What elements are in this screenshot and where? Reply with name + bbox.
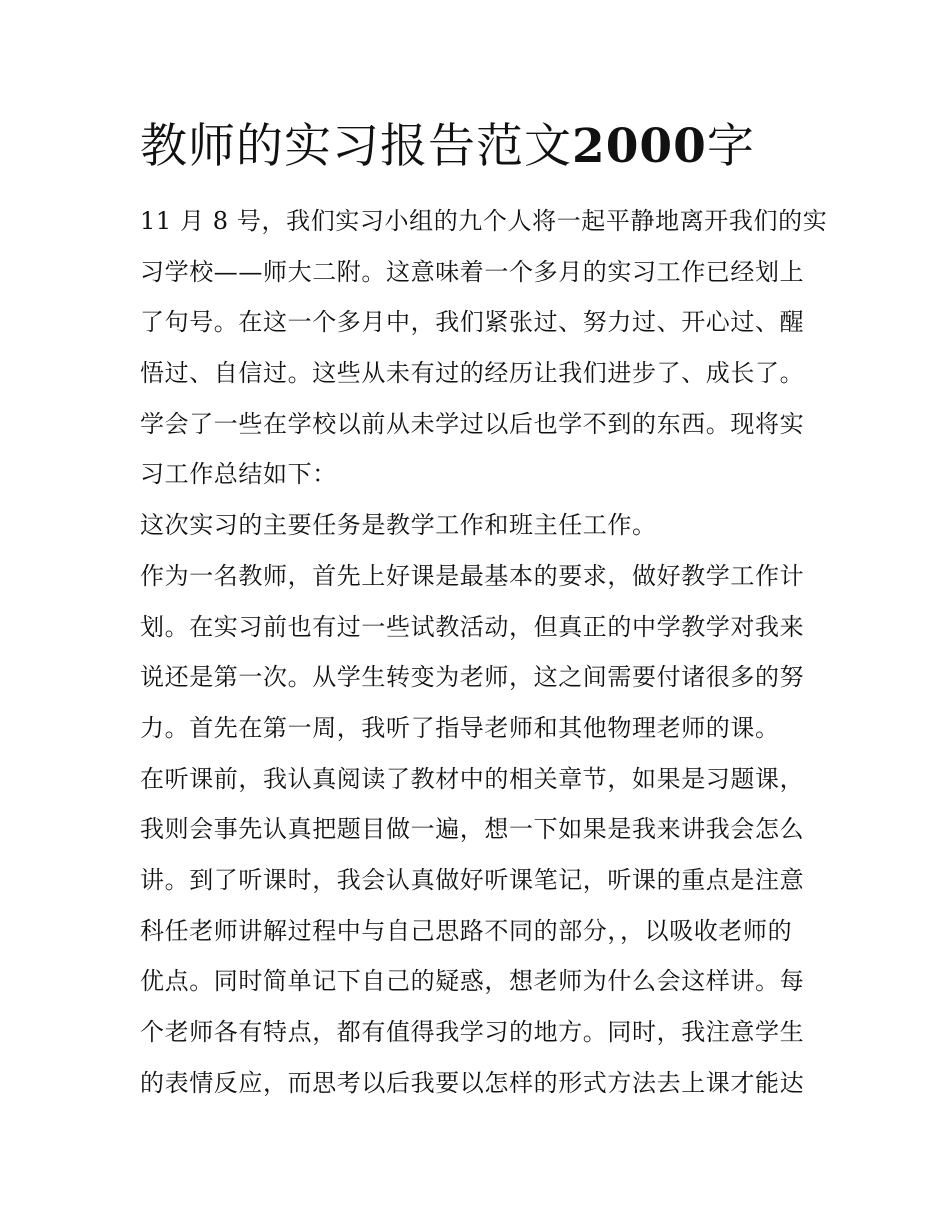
text-line: 我则会事先认真把题目做一遍，想一下如果是我来讲我会怎么 bbox=[140, 815, 805, 844]
text-line: 习学校——师大二附。这意味着一个多月的实习工作已经划上 bbox=[140, 257, 805, 286]
text-line: 11 月 8 号，我们实习小组的九个人将一起平静地离开我们的实 bbox=[140, 207, 828, 235]
text-line: 讲。到了听课时，我会认真做好听课笔记，听课的重点是注意 bbox=[140, 865, 805, 894]
text-line: 在听课前，我认真阅读了教材中的相关章节，如果是习题课， bbox=[140, 764, 805, 793]
text-line: 个老师各有特点，都有值得我学习的地方。同时，我注意学生 bbox=[140, 1018, 805, 1046]
text-line: 作为一名教师，首先上好课是最基本的要求，做好教学工作计 bbox=[140, 561, 805, 590]
title-suffix: 字 bbox=[706, 119, 755, 174]
text-line: 悟过、自信过。这些从未有过的经历让我们进步了、成长了。 bbox=[140, 359, 805, 388]
text-line: 划。在实习前也有过一些试教活动，但真正的中学教学对我来 bbox=[140, 612, 805, 641]
text-line: 优点。同时简单记下自己的疑惑，想老师为什么会这样讲。每 bbox=[140, 967, 805, 996]
text-line: 说还是第一次。从学生转变为老师，这之间需要付诸很多的努 bbox=[140, 663, 805, 692]
text-line: 力。首先在第一周，我听了指导老师和其他物理老师的课。 bbox=[140, 713, 780, 742]
text-line: 科任老师讲解过程中与自己思路不同的部分，，以吸收老师的 bbox=[140, 916, 793, 945]
document-title bbox=[140, 112, 755, 182]
text-line: 了句号。在这一个多月中，我们紧张过、努力过、开心过、醒 bbox=[140, 308, 805, 337]
title-text: 教师的实习报告范文 bbox=[140, 119, 572, 174]
title-number: 2000 bbox=[572, 119, 707, 174]
document-body bbox=[140, 196, 828, 1108]
text-line: 学会了一些在学校以前从未学过以后也学不到的东西。现将实 bbox=[140, 409, 805, 438]
text-line: 习工作总结如下： bbox=[140, 460, 337, 489]
text-line: 这次实习的主要任务是教学工作和班主任工作。 bbox=[140, 511, 657, 540]
text-line: 的表情反应，而思考以后我要以怎样的形式方法去上课才能达 bbox=[140, 1068, 805, 1097]
